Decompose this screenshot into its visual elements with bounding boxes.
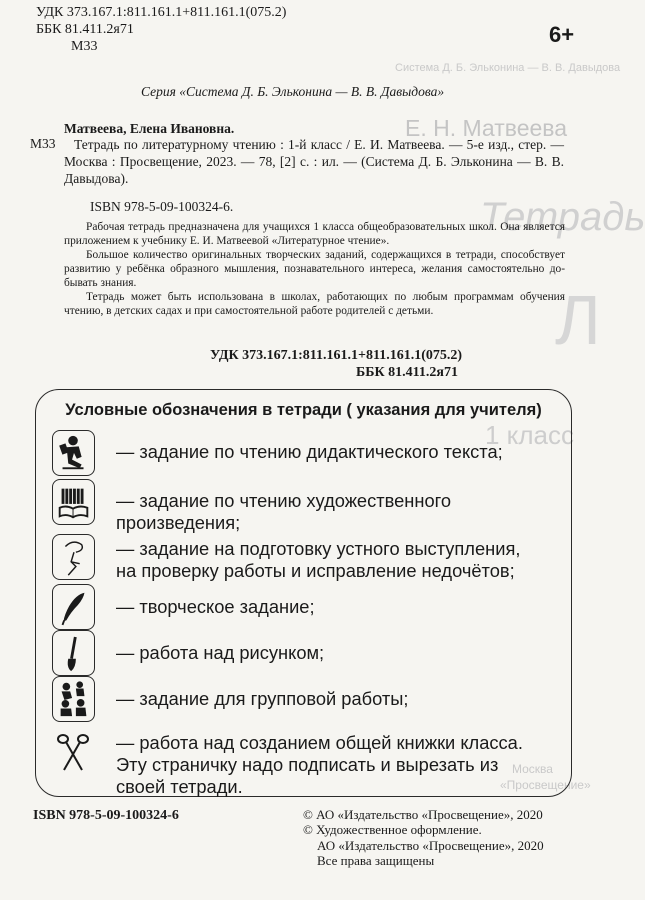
series-title: Серия «Система Д. Б. Эльконина — В. В. Давыдова» <box>141 84 445 99</box>
bibliographic-entry-text: Тетрадь по литературному чтению : 1-й класс / Е. И. Матвеева. — 5-е изд., стер. — Москва : Просвещение, 2023. — 78, [2] с. : ил. — (Система Д. Б. Эльконина — В. В. Давыдова). <box>64 137 564 187</box>
child-reading-icon <box>52 430 95 476</box>
legend-item-text: — задание для групповой работы; <box>116 688 409 709</box>
copyright-line: Все права защищены <box>317 852 435 868</box>
legend-item-text: — задание по чтению художественного произведения; <box>116 490 452 533</box>
isbn-line: ISBN 978-5-09-100324-6. <box>90 199 234 214</box>
legend-item-text: — работа над рисунком; <box>116 642 325 663</box>
copyright-block <box>303 807 544 868</box>
books-icon <box>52 479 95 525</box>
bibliographic-entry <box>64 136 564 188</box>
legend-item-text: — творческое задание; <box>116 596 315 617</box>
bleed-through-author: Е. Н. Матвеева <box>405 115 568 141</box>
bleed-through-script: Тетрадь <box>480 195 645 239</box>
legend-item-text: — задание на подготовку устного выступления, на проверку работы и исправление недочётов; <box>116 538 521 581</box>
scissors-icon <box>52 730 95 776</box>
bleed-through-grade: 1 класс <box>485 420 574 450</box>
copyright-line: АО «Издательство «Просвещение», 2020 <box>317 837 544 853</box>
bleed-through-title: Л <box>555 281 601 359</box>
age-rating-badge: 6+ <box>549 22 575 47</box>
classification-footer <box>210 347 462 381</box>
legend-panel <box>35 389 572 797</box>
isbn-footer: ISBN 978-5-09-100324-6 <box>33 808 179 823</box>
abstract-paragraph: Рабочая тетрадь предназначена для учащихся 1 класса общеобразовательных школ. Она является приложением к учебнику Е. И. Матвеевой «Литературное чтение». <box>64 221 565 247</box>
side-author-mark: М33 <box>30 136 56 151</box>
bleed-through-publisher: «Просвещение» <box>500 778 591 792</box>
sketch-figure-icon <box>52 534 95 580</box>
author-mark: М33 <box>71 39 98 54</box>
bleed-through-series: Система Д. Б. Эльконина — В. В. Давыдова <box>395 62 621 74</box>
bbk-code: ББК 81.411.2я71 <box>36 22 134 37</box>
bbk-code-bottom: ББК 81.411.2я71 <box>356 365 458 380</box>
abstract-paragraph: Большое количество оригинальных творческих заданий, содержащихся в тетради, способствует развитию у ребёнка образного мышления, познавательного интереса, желания самостоятельно добывать знания. <box>64 249 565 289</box>
quill-icon <box>52 584 95 630</box>
abstract-paragraph: Тетрадь может быть использована в школах, работающих по любым программам обучения чтению, в детских садах и при самостоятельной работе родителей с детьми. <box>64 291 565 317</box>
abstract <box>64 220 565 318</box>
paintbrush-icon <box>52 630 95 676</box>
copyright-line: © Художественное оформление. <box>303 822 482 838</box>
legend-title: Условные обозначения в тетради ( указания для учителя) <box>65 401 542 419</box>
bleed-through-city: Москва <box>512 762 553 776</box>
udk-code: УДК 373.167.1:811.161.1+811.161.1(075.2) <box>36 5 287 20</box>
classification-header <box>36 4 286 55</box>
legend-item-text: — работа над созданием общей книжки класса. Эту страничку надо подписать и вырезать из своей тетради. <box>116 732 523 797</box>
udk-code-bottom: УДК 373.167.1:811.161.1+811.161.1(075.2) <box>210 348 463 363</box>
copyright-line: © АО «Издательство «Просвещение», 2020 <box>303 807 543 822</box>
legend-item-text: — задание по чтению дидактического текста; <box>116 441 503 462</box>
children-group-icon <box>52 676 95 722</box>
author-name: Матвеева, Елена Ивановна. <box>64 121 235 136</box>
